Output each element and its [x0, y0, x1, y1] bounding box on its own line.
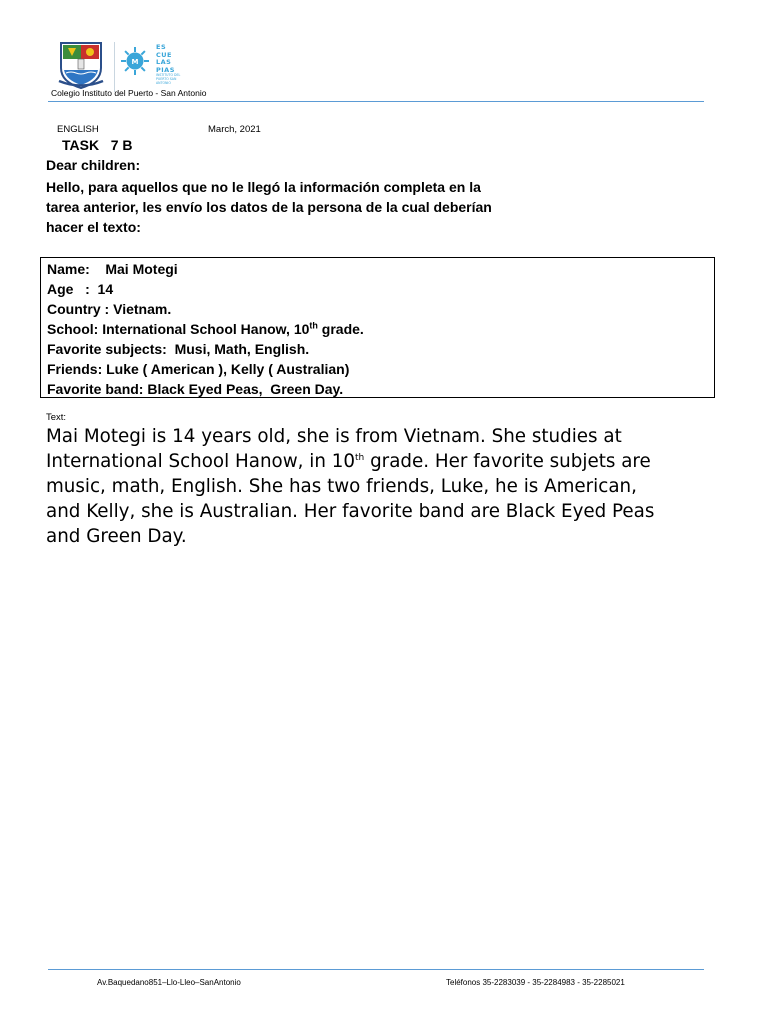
person-info-box [40, 257, 715, 398]
text-line: music, math, English. She has two friends, Luke, he is American, [46, 476, 637, 497]
info-name: Name: Mai Motegi [47, 261, 178, 277]
greeting: Dear children: [46, 157, 141, 173]
text-line: and Kelly, she is Australian. Her favorite band are Black Eyed Peas [46, 501, 655, 522]
intro-paragraph [46, 177, 716, 237]
text-line: and Green Day. [46, 526, 187, 547]
text-line: Mai Motegi is 14 years old, she is from Vietnam. She studies at [46, 426, 622, 447]
subject-label: ENGLISH [57, 124, 99, 135]
school-crest-icon [56, 40, 106, 90]
intro-line: hacer el texto: [46, 219, 141, 235]
footer-phones: Teléfonos 35-2283039 - 35-2284983 - 35-2285021 [446, 978, 625, 987]
info-age: Age : 14 [47, 281, 114, 297]
date-label: March, 2021 [208, 124, 261, 135]
info-country: Country : Vietnam. [47, 301, 172, 317]
school-name: Colegio Instituto del Puerto - San Antonio [51, 88, 207, 98]
intro-line: tarea anterior, les envío los datos de la persona de la cual deberían [46, 199, 492, 215]
footer-rule [48, 969, 704, 970]
text-label: Text: [46, 412, 67, 423]
text-line: International School Hanow, in 10th grade. Her favorite subjets are [46, 451, 651, 472]
logo-divider [114, 42, 115, 92]
escuelas-pias-wordmark: ES CUE LAS PIAS INSTITUTO DEL PUERTO SAN ANTONIO [156, 43, 181, 85]
header-rule [48, 101, 704, 102]
info-band: Favorite band: Black Eyed Peas, Green Day. [47, 381, 344, 397]
info-school: School: International School Hanow, 10th grade. [47, 320, 364, 337]
escuelas-pias-logo-icon [118, 46, 152, 76]
info-subjects: Favorite subjects: Musi, Math, English. [47, 341, 310, 357]
letterhead [0, 0, 768, 104]
info-friends: Friends: Luke ( American ), Kelly ( Australian) [47, 361, 350, 377]
intro-line: Hello, para aquellos que no le llegó la información completa en la [46, 179, 481, 195]
task-title: TASK 7 B [62, 137, 133, 153]
footer-address: Av.Baquedano851–Llo-Lleo–SanAntonio [97, 978, 241, 987]
composition-text [46, 424, 736, 549]
svg-text:M: M [131, 58, 139, 66]
